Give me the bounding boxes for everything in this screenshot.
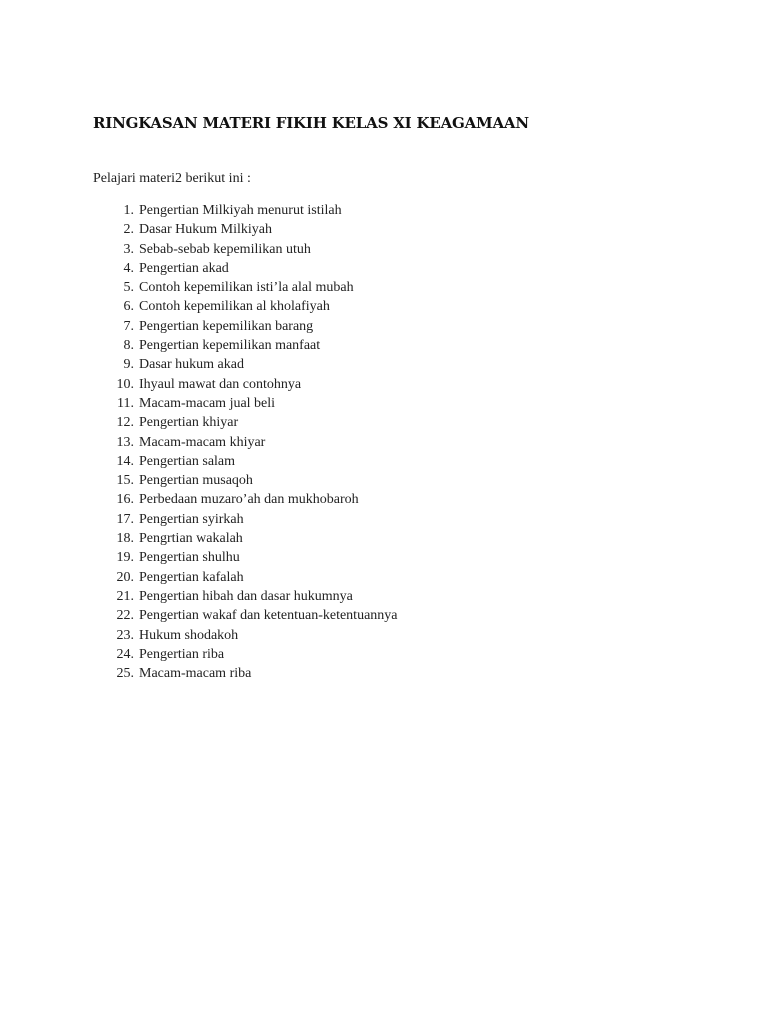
list-item-number: 5. <box>123 280 134 296</box>
list-item-number: 11. <box>117 395 134 411</box>
list-item <box>93 259 693 278</box>
list-item-text: Perbedaan muzaro’ah dan mukhobaroh <box>139 492 359 508</box>
document-title: RINGKASAN MATERI FIKIH KELAS XI KEAGAMAAN <box>93 114 529 132</box>
list-item <box>93 355 693 374</box>
list-item-text: Ihyaul mawat dan contohnya <box>139 376 302 392</box>
list-item <box>93 529 693 548</box>
list-item-text: Pengertian kepemilikan barang <box>139 318 314 334</box>
list-item-text: Contoh kepemilikan isti’la alal mubah <box>139 280 354 296</box>
list-item-number: 25. <box>116 666 134 682</box>
list-item-text: Pengertian khiyar <box>139 415 239 431</box>
list-item <box>93 375 693 394</box>
list-item <box>93 317 693 336</box>
list-item-number: 20. <box>116 569 134 585</box>
list-item <box>93 664 693 683</box>
list-item <box>93 220 693 239</box>
list-item-text: Macam-macam jual beli <box>139 395 276 411</box>
list-item-text: Pengertian salam <box>139 453 236 469</box>
list-item-text: Sebab-sebab kepemilikan utuh <box>139 241 311 257</box>
list-item <box>93 336 693 355</box>
list-item-number: 17. <box>116 511 134 527</box>
list-item-number: 2. <box>123 222 134 238</box>
list-item-number: 21. <box>116 588 134 604</box>
list-item-number: 16. <box>116 492 134 508</box>
list-item <box>93 394 693 413</box>
list-item-text: Pengertian wakaf dan ketentuan-ketentuannya <box>139 608 398 624</box>
list-item-text: Pengertian kafalah <box>139 569 244 585</box>
list-item-text: Pengertian syirkah <box>139 511 244 527</box>
topic-list <box>93 201 693 683</box>
list-item <box>93 413 693 432</box>
intro-text: Pelajari materi2 berikut ini : <box>93 171 251 186</box>
list-item-text: Pengertian kepemilikan manfaat <box>139 338 321 354</box>
list-item-text: Pengertian Milkiyah menurut istilah <box>139 203 342 218</box>
list-item <box>93 471 693 490</box>
list-item-number: 4. <box>123 260 134 276</box>
list-item-text: Pengertian akad <box>139 260 229 276</box>
list-item <box>93 240 693 259</box>
list-item <box>93 297 693 316</box>
list-item-number: 8. <box>123 338 134 354</box>
list-item-number: 10. <box>116 376 134 392</box>
list-item-text: Pengertian musaqoh <box>139 473 253 489</box>
list-item-number: 24. <box>116 646 134 662</box>
list-item <box>93 452 693 471</box>
list-item-text: Dasar hukum akad <box>139 357 244 373</box>
list-item-text: Pengertian hibah dan dasar hukumnya <box>139 588 353 604</box>
list-item <box>93 568 693 587</box>
list-item-number: 19. <box>116 550 134 566</box>
list-item-text: Hukum shodakoh <box>139 627 239 643</box>
list-item-text: Pengrtian wakalah <box>139 531 243 547</box>
list-item <box>93 587 693 606</box>
list-item-number: 6. <box>123 299 134 315</box>
list-item <box>93 278 693 297</box>
list-item <box>93 548 693 567</box>
list-item-text: Pengertian riba <box>139 646 225 662</box>
list-item-number: 23. <box>116 627 134 643</box>
list-item <box>93 510 693 529</box>
list-item-number: 3. <box>123 241 134 257</box>
list-item-text: Dasar Hukum Milkiyah <box>139 222 272 238</box>
list-item-number: 7. <box>123 318 134 334</box>
list-item-text: Pengertian shulhu <box>139 550 240 566</box>
list-item <box>93 606 693 625</box>
list-item-number: 15. <box>116 473 134 489</box>
list-item-number: 18. <box>116 531 134 547</box>
list-item-number: 9. <box>123 357 134 373</box>
list-item <box>93 433 693 452</box>
list-item-number: 22. <box>116 608 134 624</box>
list-item-text: Macam-macam khiyar <box>139 434 266 450</box>
list-item-number: 13. <box>116 434 134 450</box>
list-item-number: 12. <box>116 415 134 431</box>
list-item-number: 14. <box>116 453 134 469</box>
list-item-number: 1. <box>123 203 134 218</box>
list-item <box>93 645 693 664</box>
list-item <box>93 626 693 645</box>
list-item <box>93 490 693 509</box>
list-item-text: Contoh kepemilikan al kholafiyah <box>139 299 330 315</box>
list-item-text: Macam-macam riba <box>139 666 252 682</box>
list-item <box>93 201 693 220</box>
